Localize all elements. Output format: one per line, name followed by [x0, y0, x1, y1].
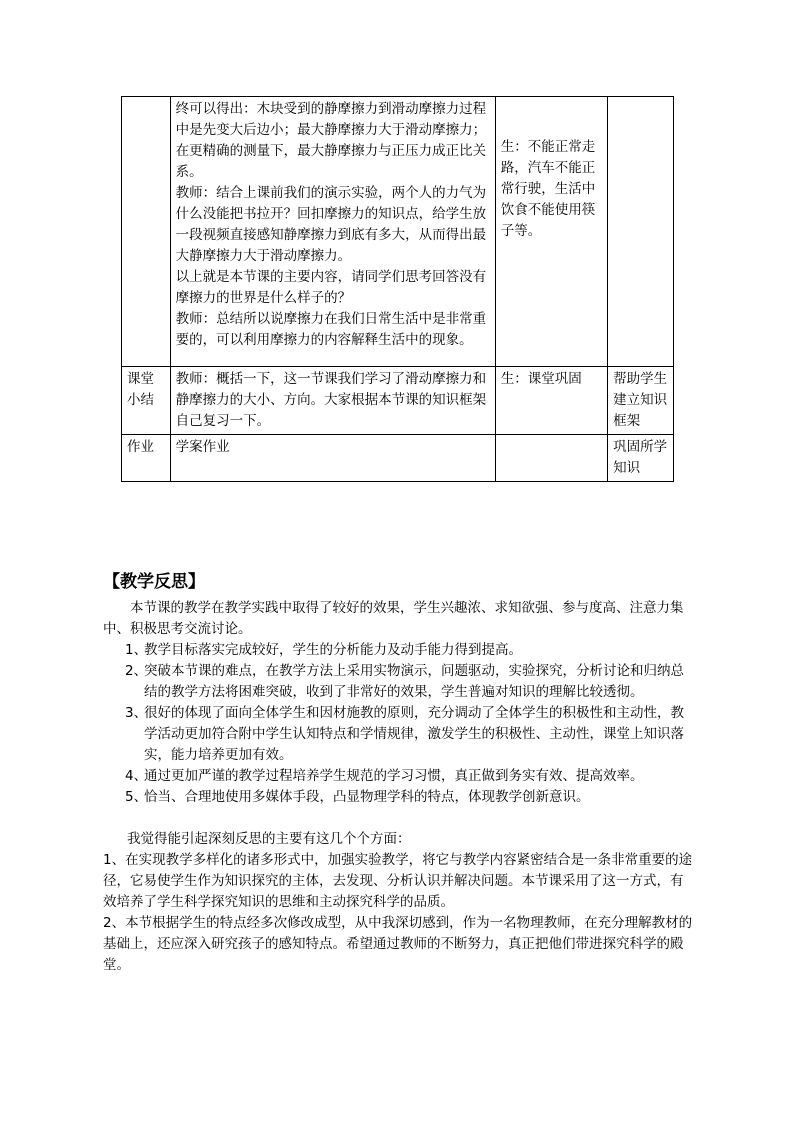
teacher-activity-cell — [170, 367, 495, 435]
teacher-text: 教师：概括一下，这一节课我们学习了滑动摩擦力和静摩擦力的大小、方向。大家根据本节课的知识框架自己复习一下。 — [175, 371, 487, 429]
list-number: 5、 — [125, 789, 148, 805]
deep-reflection-point: 2、本节根据学生的特点经多次修改成型，从中我深切感到，作为一名物理教师，在充分理解教材的基础上，还应深入研究孩子的感知特点。希望通过教师的不断努力，真正把他们带进探究科学的殿堂。 — [103, 915, 693, 973]
list-text: 恰当、合理地使用多媒体手段，凸显物理学科的特点，体现教学创新意识。 — [144, 789, 590, 805]
stage-cell: 课堂小结 — [122, 367, 171, 435]
student-activity-cell — [495, 435, 607, 482]
list-number: 3、 — [125, 705, 148, 721]
list-item — [103, 787, 693, 808]
deep-reflection-point: 1、在实现教学多样化的诸多形式中，加强实验教学，将它与教学内容紧密结合是一条非常重要的途径，它易使学生作为知识探究的主体，去发现、分析认识并解决问题。本节课采用了这一方式，有效培养了学生科学探究知识的思维和主动探究科学的品质。 — [103, 852, 693, 910]
purpose-cell: 帮助学生建立知识框架 — [608, 367, 674, 435]
purpose-cell: 巩固所学知识 — [608, 435, 674, 482]
list-text: 很好的体现了面向全体学生和因材施教的原则，充分调动了全体学生的积极性和主动性，教学活动更加符合附中学生认知特点和学情规律，激发学生的积极性、主动性，课堂上知识落实，能力培养更加有效。 — [144, 705, 684, 763]
teacher-text: 学案作业 — [175, 439, 230, 455]
reflection-points — [103, 640, 693, 808]
list-number: 4、 — [125, 768, 148, 784]
list-text: 突破本节课的难点，在教学方法上采用实物演示，问题驱动，实验探究，分析讨论和归纳总结的教学方法将困难突破，收到了非常好的效果，学生普遍对知识的理解比较透彻。 — [144, 663, 684, 700]
student-activity-cell: 生：课堂巩固 — [495, 367, 607, 435]
list-item — [103, 661, 693, 703]
teacher-text: 教师：总结所以说摩擦力在我们日常生活中是非常重要的，可以利用摩擦力的内容解释生活中的现象。 — [175, 311, 487, 348]
teacher-activity-cell — [170, 435, 495, 482]
table-row — [122, 435, 674, 482]
list-text: 通过更加严谨的教学过程培养学生规范的学习习惯，真正做到务实有效、提高效率。 — [144, 768, 644, 784]
section-heading: 【教学反思】 — [103, 572, 205, 592]
deep-reflection — [103, 829, 693, 976]
reflection-section — [103, 598, 693, 976]
list-item — [103, 766, 693, 787]
deep-reflection-intro: 我觉得能引起深刻反思的主要有这几个个方面： — [127, 831, 411, 847]
list-item — [103, 640, 693, 661]
reflection-intro: 本节课的教学在教学实践中取得了较好的效果，学生兴趣浓、求知欲强、参与度高、注意力集中、积极思考交流讨论。 — [103, 600, 684, 637]
table-row — [122, 367, 674, 435]
teacher-text: 终可以得出：木块受到的静摩擦力到滑动摩擦力过程中是先变大后边小；最大静摩擦力大于滑动摩擦力；在更精确的测量下，最大静摩擦力与正压力成正比关系。 — [175, 101, 487, 180]
stage-cell — [122, 97, 171, 367]
teacher-activity-cell — [170, 97, 495, 367]
list-text: 教学目标落实完成较好，学生的分析能力及动手能力得到提高。 — [144, 642, 522, 658]
stage-cell: 作业 — [122, 435, 171, 482]
teacher-text: 教师：结合上课前我们的演示实验，两个人的力气为什么没能把书拉开？回扣摩擦力的知识点，给学生放一段视频直接感知静摩擦力到底有多大，从而得出最大静摩擦力大于滑动摩擦力。 — [175, 185, 487, 264]
student-activity-cell: 生：不能正常走路，汽车不能正常行驶，生活中饮食不能使用筷子等。 — [495, 97, 607, 367]
teacher-text: 以上就是本节课的主要内容，请同学们思考回答没有摩擦力的世界是什么样子的？ — [175, 269, 487, 306]
list-item — [103, 703, 693, 766]
lesson-plan-table — [121, 96, 674, 482]
list-number: 1、 — [125, 642, 148, 658]
list-number: 2、 — [125, 663, 148, 679]
purpose-cell — [608, 97, 674, 367]
table-row — [122, 97, 674, 367]
